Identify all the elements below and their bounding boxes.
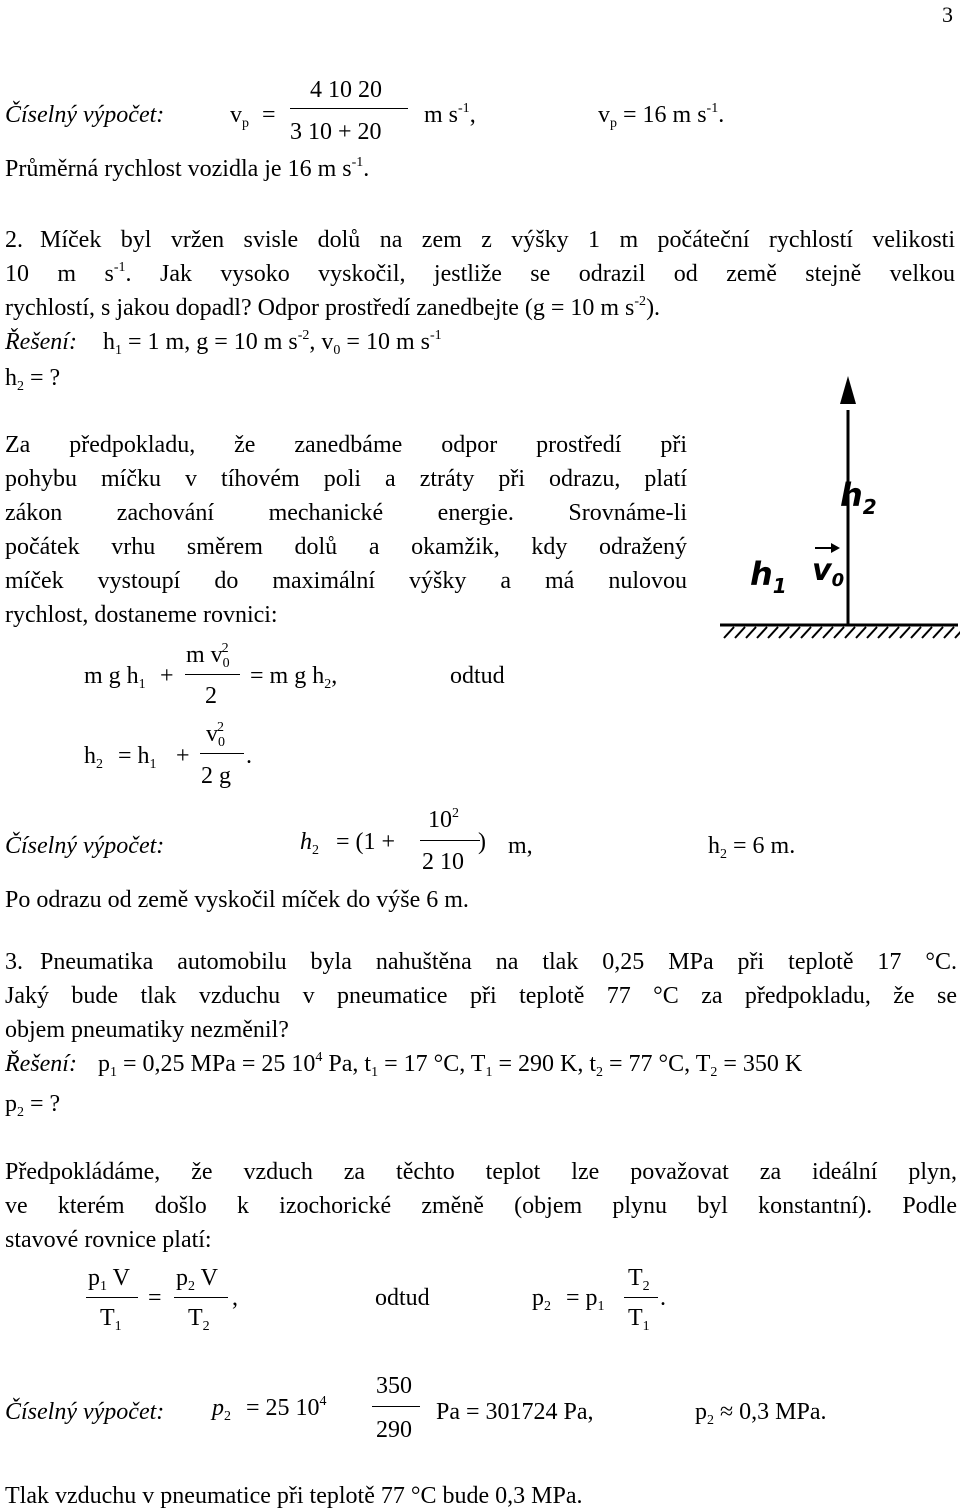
fraction-numerator: 4 10 20 <box>310 77 382 103</box>
unit: m $s^{-1}$, <box>424 101 476 128</box>
paragraph-line: Předpokládáme, že vzduch za těchto teplot lze považovat za ideální plyn, <box>5 1159 957 1185</box>
fraction-bar <box>185 674 240 675</box>
label-h2: $h_2$ <box>840 476 877 519</box>
ground-hatching <box>724 627 960 638</box>
fraction-bar <box>200 753 244 754</box>
problem-2-number: 2. <box>5 227 23 253</box>
fraction-numerator: $p_2$ V <box>176 1265 218 1294</box>
fraction-numerator: $T_2$ <box>628 1265 650 1294</box>
problem-3-number: 3. <box>5 949 23 975</box>
calc-label: Číselný výpočet: <box>5 833 165 859</box>
period: . <box>660 1285 666 1311</box>
hatch-mark <box>746 627 756 638</box>
calc-p-symbol: $p_2$ <box>212 1395 231 1424</box>
problem-3-line-3: objem pneumatiky nezměnil? <box>5 1017 289 1043</box>
fraction-bar <box>420 840 480 841</box>
height-equation-left: $h_2$ <box>84 743 103 772</box>
energy-equation-left: m g $h_1$ <box>84 663 146 692</box>
fraction-numerator: $v_0^2$ <box>206 720 225 750</box>
fraction-bar <box>290 108 408 109</box>
problem-3-line-1: Pneumatika automobilu byla nahuštěna na tlak 0,25 MPa při teplotě 17 °C. <box>40 949 957 975</box>
problem-3-line-2: Jaký bude tlak vzduchu v pneumatice při teplotě 77 °C za předpokladu, že se <box>5 983 957 1009</box>
hatch-mark <box>768 627 778 638</box>
hatch-mark <box>955 627 960 638</box>
problem-2-line-1: Míček byl vržen svisle dolů na zem z výšky 1 m počáteční rychlostí velikosti <box>40 227 955 253</box>
hatch-mark <box>933 627 943 638</box>
result-equation-left: $p_2$ <box>532 1285 551 1314</box>
hatch-mark <box>878 627 888 638</box>
hatch-mark <box>900 627 910 638</box>
label-v0: $v_0$ <box>812 553 845 591</box>
calc-label: Číselný výpočet: <box>5 1399 165 1425</box>
unknown-value: $h_2$ = ? <box>5 365 61 394</box>
solution-label: Řešení: <box>5 1051 77 1077</box>
paragraph-line: stavové rovnice platí: <box>5 1227 212 1253</box>
hatch-mark <box>812 627 822 638</box>
hatch-mark <box>735 627 745 638</box>
calc-unit: Pa = 301724 Pa, <box>436 1399 594 1425</box>
equals-sign: = <box>262 102 276 128</box>
problem-2-line-3: rychlostí, s jakou dopadl? Odpor prostředí zanedbejte (g = 10 m $s^{-2}$). <box>5 294 661 321</box>
paragraph-line: pohybu míčku v tíhovém poli a ztráty při odrazu, platí <box>5 466 687 492</box>
equals-sign: = <box>148 1285 162 1311</box>
unknown-value: $p_2$ = ? <box>5 1091 61 1120</box>
odtud-text: odtud <box>375 1285 430 1311</box>
plus-sign: + <box>176 743 190 769</box>
fraction-denominator: 290 <box>376 1417 412 1443</box>
hatch-mark <box>922 627 932 638</box>
hatch-mark <box>724 627 734 638</box>
fraction-denominator: $T_2$ <box>188 1305 210 1334</box>
fraction-denominator: 3 10 + 20 <box>290 119 382 145</box>
plus-sign: + <box>160 663 174 689</box>
hatch-mark <box>856 627 866 638</box>
paragraph-line: ve kterém došlo k izochorické změně (objem plynu byl konstantní). Podle <box>5 1193 957 1219</box>
fraction-bar <box>624 1297 658 1298</box>
close-paren: ) <box>478 829 486 855</box>
hatch-mark <box>757 627 767 638</box>
hatch-mark <box>845 627 855 638</box>
conclusion: Po odrazu od země vyskočil míček do výše 6 m. <box>5 887 469 913</box>
hatch-mark <box>790 627 800 638</box>
label-h1: $h_1$ <box>750 555 787 598</box>
paragraph-line: míček vystoupí do maximální výšky a má nulovou <box>5 568 687 594</box>
hatch-mark <box>867 627 877 638</box>
page-number: 3 <box>942 2 953 27</box>
fraction-denominator: 2 10 <box>422 849 464 875</box>
comma: , <box>232 1285 238 1311</box>
fraction-numerator: m $v_0^2$ <box>186 641 230 671</box>
calc-label: Číselný výpočet: <box>5 102 165 128</box>
paragraph-line: Za předpokladu, že zanedbáme odpor prostředí při <box>5 432 687 458</box>
problem-2-line-2: 10 m $s^{-1}$. Jak vysoko vyskočil, jestliže se odrazil od země stejně velkou <box>5 260 955 287</box>
fraction-denominator: 2 g <box>201 763 231 789</box>
paragraph-line: počátek vrhu směrem dolů a okamžik, kdy odražený <box>5 534 687 560</box>
fraction-numerator: 350 <box>376 1373 412 1399</box>
fraction-denominator: $T_1$ <box>100 1305 122 1334</box>
result-velocity: $v_p = 16$ m $s^{-1}$. <box>598 101 725 131</box>
average-speed-text: Průměrná rychlost vozidla je 16 m $s^{-1}$. <box>5 155 370 182</box>
fraction-numerator: $10^2$ <box>428 806 459 833</box>
paragraph-line: zákon zachování mechanické energie. Srovnáme-li <box>5 500 687 526</box>
fraction-bar <box>86 1297 138 1298</box>
odtud-text: odtud <box>450 663 505 689</box>
hatch-mark <box>779 627 789 638</box>
bounce-diagram <box>710 370 960 660</box>
height-equation-mid: = $h_1$ <box>118 743 157 772</box>
solution-label: Řešení: <box>5 329 77 355</box>
hatch-mark <box>889 627 899 638</box>
fraction-bar <box>174 1297 228 1298</box>
fraction-denominator: $T_1$ <box>628 1305 650 1334</box>
velocity-symbol: $v_p$ <box>230 102 249 131</box>
hatch-mark <box>911 627 921 638</box>
result-equation-mid: = $p_1$ <box>566 1285 605 1314</box>
fraction-denominator: 2 <box>205 683 217 709</box>
given-values: $p_1 = 0,25$ MPa = 25 $10^4$ Pa, $t_1 = 17$ °C, $T_1 = 290$ K, $t_2 = 77$ °C, $T_2 = 350$ K <box>98 1050 803 1080</box>
calc-h-symbol: $h_2$ <box>300 829 319 858</box>
arrow-head-up <box>840 376 856 404</box>
energy-equation-right: = m g $h_2$, <box>250 663 338 692</box>
calc-expression: = 25 $10^4$ <box>246 1394 327 1421</box>
period: . <box>246 743 252 769</box>
paragraph-line: rychlost, dostaneme rovnici: <box>5 602 278 628</box>
given-values: $h_1 = 1$ m, g = 10 m $s^{-2}$, $v_0 = 10$ m $s^{-1}$ <box>103 328 442 358</box>
hatch-mark <box>944 627 954 638</box>
calc-result: $p_2 \approx 0,3$ MPa. <box>695 1399 827 1428</box>
fraction-bar <box>372 1406 420 1407</box>
hatch-mark <box>801 627 811 638</box>
hatch-mark <box>823 627 833 638</box>
hatch-mark <box>834 627 844 638</box>
calc-result: $h_2 = 6$ m. <box>708 833 796 862</box>
calc-unit: m, <box>508 833 533 859</box>
velocity-arrow-head <box>831 543 840 553</box>
conclusion: Tlak vzduchu v pneumatice při teplotě 77 °C bude 0,3 MPa. <box>5 1483 583 1509</box>
calc-expression: = (1 + <box>336 829 396 855</box>
fraction-numerator: $p_1$ V <box>88 1265 130 1294</box>
